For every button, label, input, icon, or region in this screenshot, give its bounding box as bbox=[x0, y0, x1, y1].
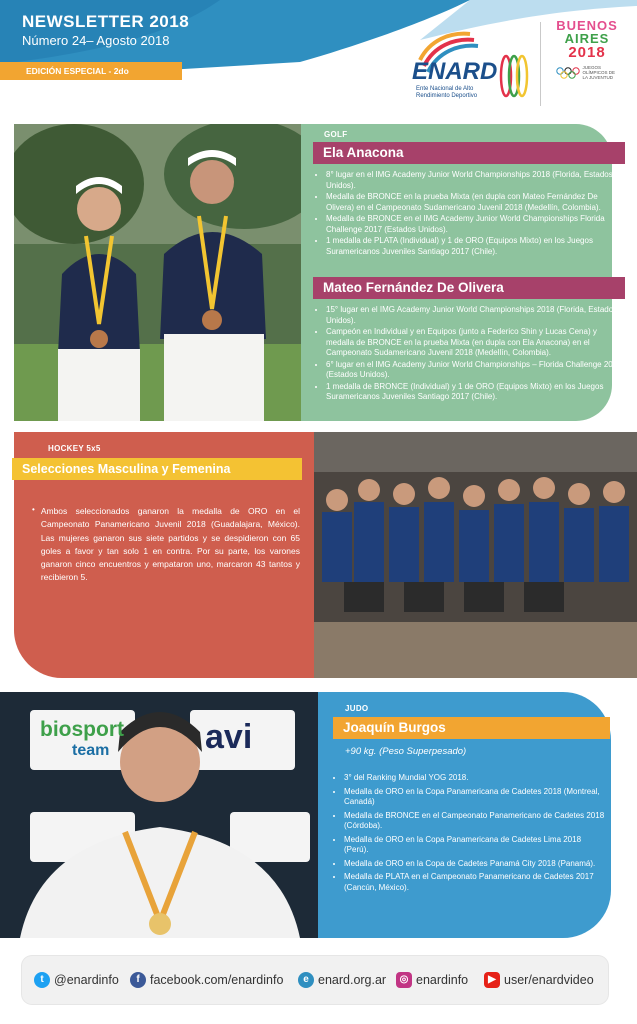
hockey-section-label: HOCKEY 5x5 bbox=[48, 444, 101, 453]
golf-section-label: GOLF bbox=[324, 130, 348, 139]
judo-athlete-photo bbox=[0, 692, 318, 938]
enard-logo-desc: Ente Nacional de Alto Rendimiento Deportivo bbox=[416, 86, 478, 99]
list-item: • 15° lugar en el IMG Academy Junior World Championships 2018 (Florida, Estados Unidos). bbox=[326, 305, 622, 326]
list-item: • Medalla de BRONCE en el IMG Academy Junior World Championships Florida Challenge 2017 (Estados Unidos). bbox=[326, 214, 622, 235]
twitter-icon: t bbox=[34, 972, 50, 988]
youtube-link[interactable]: ▶ user/enardvideo bbox=[484, 972, 594, 988]
twitter-link[interactable]: t @enardinfo bbox=[34, 972, 119, 988]
judo-category: +90 kg. (Peso Superpesado) bbox=[345, 746, 467, 757]
newsletter-title: NEWSLETTER 2018 bbox=[22, 12, 190, 31]
athlete-achievements-list bbox=[312, 305, 622, 404]
golf-athletes-photo bbox=[14, 124, 301, 421]
list-item: • Medalla de BRONCE en el Campeonato Panamericano de Cadetes 2018 (Córdoba). bbox=[344, 811, 606, 832]
globe-icon: e bbox=[298, 972, 314, 988]
bullet-icon: • bbox=[32, 505, 35, 514]
list-item: • Medalla de PLATA en el Campeonato Panamericano de Cadetes 2017 (Cancún, México). bbox=[344, 872, 606, 893]
logo-divider bbox=[540, 22, 541, 106]
judo-achievements-list bbox=[330, 773, 606, 896]
social-footer bbox=[22, 956, 608, 1004]
list-item: • Campeón en Individual y en Equipos (junto a Federico Shin y Lucas Cena) y medalla de BRONCE en la prueba Mixta (en dupla con Ela Anacona) en el Campeonato Sudamericano Juvenil 2018 (Medellín, Colombia). bbox=[326, 327, 622, 359]
list-item: • Medalla de ORO en la Copa Panamericana de Cadetes Lima 2018 (Perú). bbox=[344, 835, 606, 856]
instagram-link[interactable]: ◎ enardinfo bbox=[396, 972, 468, 988]
facebook-link[interactable]: f facebook.com/enardinfo bbox=[130, 972, 283, 988]
athlete-name-ribbon: Ela Anacona bbox=[313, 142, 625, 164]
list-item: • Medalla de ORO en la Copa de Cadetes Panamá City 2018 (Panamá). bbox=[344, 859, 606, 870]
enard-logo-text: ENARD bbox=[412, 58, 498, 85]
website-link[interactable]: e enard.org.ar bbox=[298, 972, 386, 988]
edition-badge: EDICIÓN ESPECIAL - 2do ANIVERSARIO bbox=[0, 62, 182, 80]
hockey-title-ribbon: Selecciones Masculina y Femenina bbox=[12, 458, 302, 480]
judo-name-ribbon: Joaquín Burgos bbox=[333, 717, 610, 739]
facebook-icon: f bbox=[130, 972, 146, 988]
sponsor-banner-text: team bbox=[72, 742, 110, 759]
list-item: • 1 medalla de BRONCE (Individual) y 1 de ORO (Equipos Mixto) en los Juegos Suramericanos Juveniles Santiago 2017 (Chile). bbox=[326, 382, 622, 403]
olympic-rings-icon bbox=[556, 67, 580, 79]
list-item: • 1 medalla de PLATA (Individual) y 1 de ORO (Equipos Mixto) en los Juegos Suramericanos Juveniles Santiago 2017 (Chile). bbox=[326, 236, 622, 257]
athlete-name-ribbon: Mateo Fernández De Olivera bbox=[313, 277, 625, 299]
hockey-body: • Ambos seleccionados ganaron la medalla de ORO en el Campeonato Panamericano Juvenil 2018 (Guadalajara, México). Las mujeres ganaron sus siete partidos y se despidieron con 65 goles a favor y tan solo 1 en contra. Por su parte, los varones ganaron cinco encuentros y empataron uno, marcaron 43 tantos y recibieron 5. bbox=[32, 505, 300, 585]
youtube-icon: ▶ bbox=[484, 972, 500, 988]
list-item: • 6° lugar en el IMG Academy Junior World Championships – Florida Challenge 2017 (Estados Unidos). bbox=[326, 360, 622, 381]
sponsor-banner-text: avi bbox=[205, 718, 253, 756]
newsletter-subtitle: Número 24– Agosto 2018 bbox=[22, 33, 170, 48]
list-item: • 8° lugar en el IMG Academy Junior World Championships 2018 (Florida, Estados Unidos). bbox=[326, 170, 622, 191]
buenos-aires-2018-logo: BUENOS AIRES 2018 JUEGOS OLÍMPICOS DE LA JUVENTUD bbox=[556, 18, 618, 80]
hockey-team-photo bbox=[314, 432, 637, 678]
instagram-icon: ◎ bbox=[396, 972, 412, 988]
list-item: • Medalla de BRONCE en la prueba Mixta (en dupla con Mateo Fernández De Olivera) en el Campeonato Sudamericano Juvenil 2018 (Medellín, Colombia). bbox=[326, 192, 622, 213]
judo-section-label: JUDO bbox=[345, 704, 369, 713]
list-item: • Medalla de ORO en la Copa Panamericana de Cadetes 2018 (Montreal, Canadá) bbox=[344, 787, 606, 808]
athlete-achievements-list bbox=[312, 170, 622, 258]
sponsor-banner-text: biosport bbox=[40, 718, 124, 741]
list-item: • 3° del Ranking Mundial YOG 2018. bbox=[344, 773, 606, 784]
